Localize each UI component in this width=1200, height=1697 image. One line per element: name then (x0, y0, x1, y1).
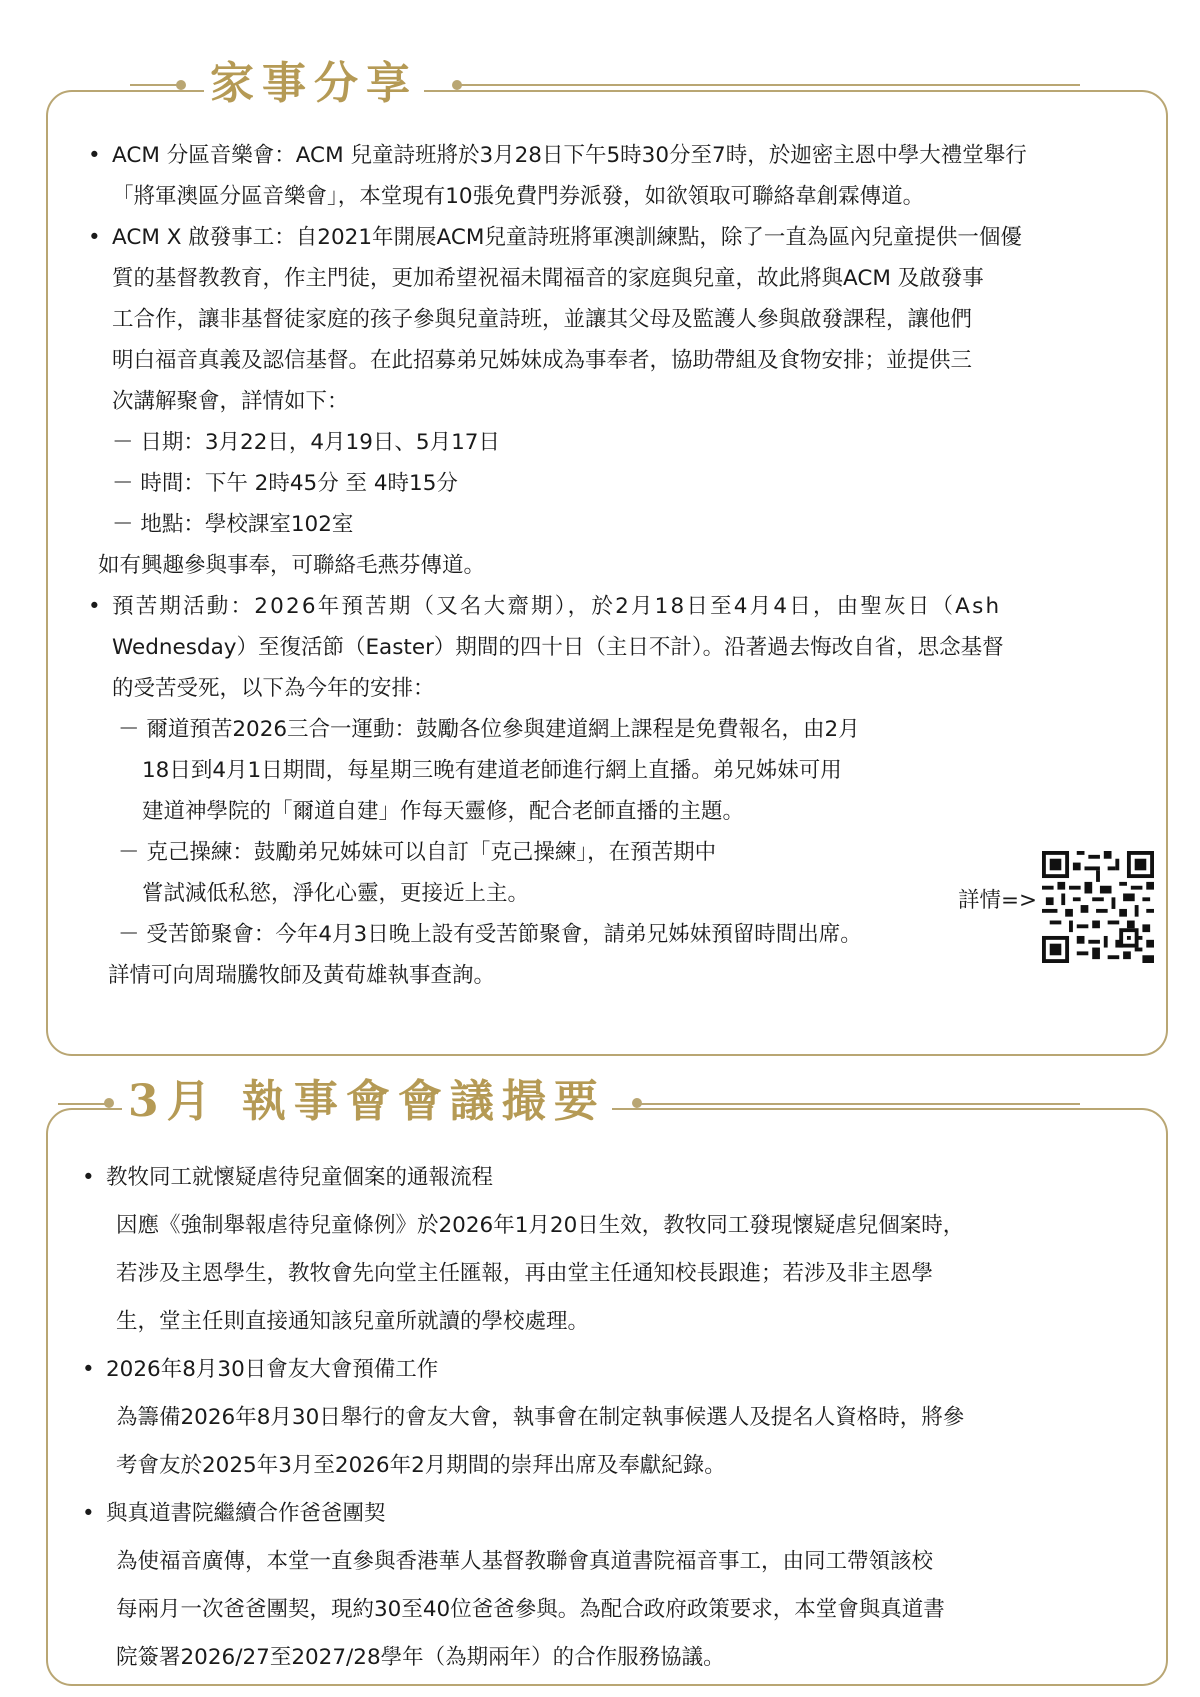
minutes-item-body: 為使福音廣傳，本堂一直參與香港華人基督教聯會真道書院福音事工，由同工帶領該校 每兩月一次爸爸團契，現約30至40位爸爸參與。為配合政府政策要求，本堂會與真道書 院簽署2026/27至2027/28學年（為期兩年）的合作服務協議。 (116, 1549, 945, 1670)
announcement-item: • ACM X 啟發事工：自2021年開展ACM兒童詩班將軍澳訓練點，除了一直為區內兒童提供一個優 質的基督教教育，作主門徒，更加希望祝福未聞福音的家庭與兒童，故此將與ACM 及啟發事 工合作，讓非基督徒家庭的孩子參與兒童詩班，並讓其父母及監護人參與啟發課程，讓他們 明白福音真義及認信基督。在此招募弟兄姊妹成為事奉者，協助帶組及食物安排；並提供三 次講解聚會，詳情如下： (88, 217, 1068, 422)
heading-line-right (460, 84, 1080, 86)
heading-line-right (640, 1103, 1080, 1105)
minutes-item (82, 1154, 964, 1202)
minutes-item-heading: 2026年8月30日會友大會預備工作 (106, 1357, 439, 1382)
enquiry-note: 詳情可向周瑞騰牧師及黃荀雄執事查詢。 (108, 963, 496, 988)
qr-label: 詳情=> (958, 888, 1038, 913)
section-title-announcements: 家事分享 (204, 58, 424, 110)
detail-date: － 日期：3月22日，4月19日、5月17日 (112, 430, 500, 455)
minutes-item (82, 1490, 964, 1538)
heading-line-left (130, 84, 180, 86)
bullet-icon: • (88, 225, 101, 250)
minutes-item-heading: 與真道書院繼續合作爸爸團契 (106, 1501, 386, 1526)
lent-activity-1: － 爾道預苦2026三合一運動：鼓勵各位參與建道網上課程是免費報名，由2月 18日到4月1日期間，每星期三晚有建道老師進行網上直播。弟兄姊妹可用 建道神學院的「爾道自建」作每天靈修，配合老師直播的主題。 (118, 717, 860, 824)
minutes-item-heading: 教牧同工就懷疑虐待兒童個案的通報流程 (106, 1165, 494, 1190)
heading-dot-left (176, 80, 186, 90)
qr-code-icon[interactable] (1042, 851, 1154, 963)
minutes-content (82, 1154, 964, 1682)
minutes-item-body: 因應《強制舉報虐待兒童條例》於2026年1月20日生效，教牧同工發現懷疑虐兒個案時， 若涉及主恩學生，教牧會先向堂主任匯報，再由堂主任通知校長跟進；若涉及非主恩學 生，堂主任則直接通知該兒童所就讀的學校處理。 (116, 1213, 965, 1334)
lent-activity-3: － 受苦節聚會：今年4月3日晚上設有受苦節聚會，請弟兄姊妹預留時間出席。 (118, 922, 862, 947)
announcements-content (88, 135, 1068, 996)
bullet-icon: • (82, 1501, 95, 1526)
detail-time: － 時間：下午 2時45分 至 4時15分 (112, 471, 458, 496)
minutes-item (82, 1346, 964, 1394)
bullet-icon: • (88, 143, 101, 168)
detail-location: － 地點：學校課室102室 (112, 512, 354, 537)
minutes-item-body: 為籌備2026年8月30日舉行的會友大會，執事會在制定執事候選人及提名人資格時，將參 考會友於2025年3月至2026年2月期間的崇拜出席及奉獻紀錄。 (116, 1405, 965, 1478)
contact-note: 如有興趣參與事奉，可聯絡毛燕芬傳道。 (98, 553, 486, 578)
announcement-item: • 預苦期活動：2026年預苦期（又名大齋期），於2月18日至4月4日，由聖灰日（Ash Wednesday）至復活節（Easter）期間的四十日（主日不計）。沿著過去悔改自省，思念基督 的受苦受死，以下為今年的安排： (88, 586, 1068, 709)
bullet-icon: • (82, 1165, 95, 1190)
bullet-icon: • (88, 594, 101, 619)
heading-line-left (58, 1103, 108, 1105)
announcement-item: • ACM 分區音樂會：ACM 兒童詩班將於3月28日下午5時30分至7時，於迦密主恩中學大禮堂舉行 「將軍澳區分區音樂會」，本堂現有10張免費門券派發，如欲領取可聯絡韋創霖傳道。 (88, 135, 1068, 217)
lent-activity-2: － 克己操練：鼓勵弟兄姊妹可以自訂「克己操練」，在預苦期中 嘗試減低私慾，淨化心靈，更接近上主。 (118, 840, 717, 906)
section-title-minutes: 3月 執事會會議撮要 (122, 1076, 612, 1128)
bullet-icon: • (82, 1357, 95, 1382)
heading-dot-left (104, 1098, 114, 1108)
